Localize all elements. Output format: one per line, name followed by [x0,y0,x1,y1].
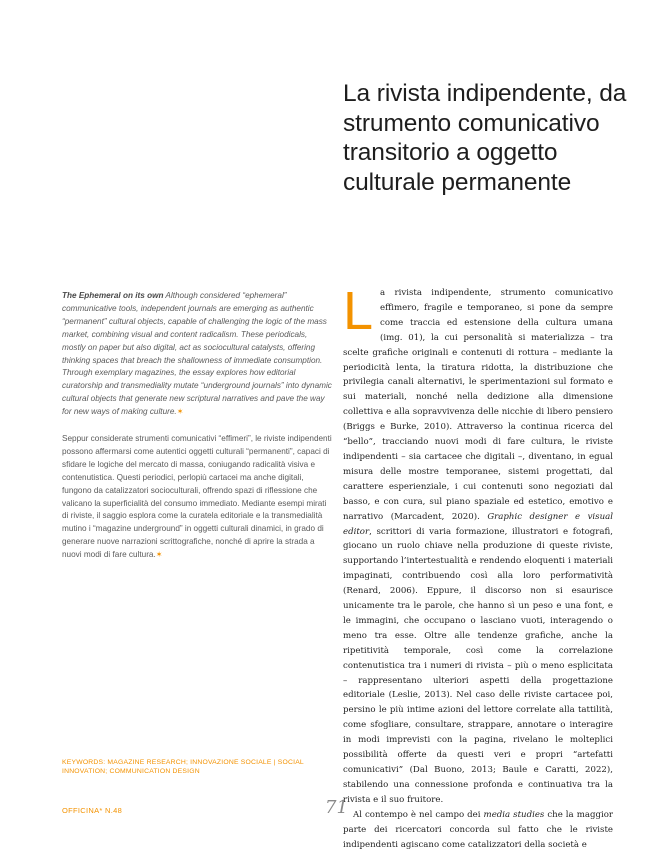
abstract-english [62,290,332,419]
body-text-segment: che la maggior parte dei ricercatori concorda sul fatto che le riviste indipendenti agiscano come catalizzatori della società e [343,809,614,850]
article-title: La rivista indipendente, da strumento comunicativo transitorio a oggetto culturale permanente [343,80,627,196]
abstract-italian-text: Seppur considerate strumenti comunicativi “effimeri”, le riviste indipendenti possono affermarsi come autentici oggetti culturali “permanenti”, capaci di sfidare le logiche del mercato di massa, coniugando radicalità visiva e contenutistica. Questi periodici, perlopiù cartacei ma anche digitali, fungono da catalizzatori socioculturali, offrendo spazi di riflessione che valicano la superficialità del consumo immediato. Mediante esempi mirati di riviste, il saggio esplora come la curatela editoriale e la transmedialità mutino i “magazine underground” in oggetti culturali dinamici, in grado di generare nuove narrazioni scrittografiche, nonché di aprire la strada a nuovi modi di fare cultura. [62,434,332,560]
article-body [343,281,614,852]
abstract-lead: The Ephemeral on its own [62,291,164,300]
keywords: KEYWORDS: MAGAZINE RESEARCH; INNOVAZIONE SOCIALE | SOCIAL INNOVATION; COMMUNICATION DESIGN [62,759,304,776]
body-text-segment: , scrittori di varia formazione, illustratori e fotografi, giocano un ruolo chiave nella produzione di queste riviste, supportando l’intertestualità e rendendo eloquenti i materiali impaginati, contribuendo così alla loro performatività (Renard, 2006). Eppure, il discorso non si esaurisce unicamente tra le parole, che hanno sì un peso e una font, e le immagini, che occupano o lasciano vuoti, interagendo o meno tra esse. Oltre alle tendenze grafiche, anche la ripetitività temporale, così come la correlazione contenutistica tra i numeri di rivista – più o meno esplicitata – rappresentano ulteriori aspetti della progettazione editoriale (Leslie, 2013). Nel caso delle riviste cartacee poi, persino le più intime azioni del lettore correlate alla tattilità, come sfogliare, consultare, strappare, annotare o interagire in modi imprevisti con la pagina, rivelano le molteplici possibilità offerte da questi veri e propri “artefatti comunicativi” (Dal Buono, 2013; Baule e Caratti, 2022), stabilendo una connessione profonda e continuativa tra la rivista e il suo fruitore. [343,526,613,805]
end-mark-icon: ✶ [176,407,184,417]
body-italic-segment: media studies [483,809,545,820]
body-paragraph [343,281,613,808]
body-paragraph [343,808,613,852]
body-italic-segment: Graphic designer e visual editor [343,511,613,537]
body-text-segment: Al contempo è nel campo dei [353,809,484,820]
page-number: 71 [325,797,348,818]
abstract-english-text: Although considered “ephemeral” communicative tools, independent journals are emerging as authentic “permanent” cultural objects, capable of challenging the logic of the mass market, combining visual and content radicalism. These periodicals, mostly on paper but also digital, act as sociocultural catalysts, offering thinking spaces that breach the shallowness of immediate consumption. Through exemplary magazines, the essay explores how editorial curatorship and transmediality mutate “underground journals” into dynamic cultural objects that generate new scriptural narratives and pave the way for new ways of making culture. [62,291,332,417]
abstract-italian [62,433,332,562]
journal-issue: OFFICINA* N.48 [62,806,123,815]
end-mark-icon: ✶ [155,550,163,560]
body-text-segment: a rivista indipendente, strumento comunicativo effimero, fragile e temporaneo, si pone da sempre come traccia ed estensione della cultura umana (img. 01), la cui personalità si materializza – tra scelte grafiche originali e contenuti di rottura – mediante la periodicità lenta, la tiratura ridotta, la distribuzione che privilegia canali alternativi, le sperimentazioni sul formato e sui materiali, nonché nella dedizione alla dimensione collettiva e alla sopravvivenza delle nicchie di libero pensiero (Briggs e Burke, 2010). Attraverso la continua ricerca del “bello”, tracciando nuovi modi di fare cultura, le riviste indipendenti – sia cartacee che digitali –, diventano, in egual misura delle mostre temporanee, sistemi progettati, dal carattere esperienziale, i cui contenuti sono negoziati dal basso, e con cura, sul piano spaziale ed estetico, emotivo e narrativo (Marcadent, 2020). [343,288,613,522]
drop-cap: L [343,281,374,341]
